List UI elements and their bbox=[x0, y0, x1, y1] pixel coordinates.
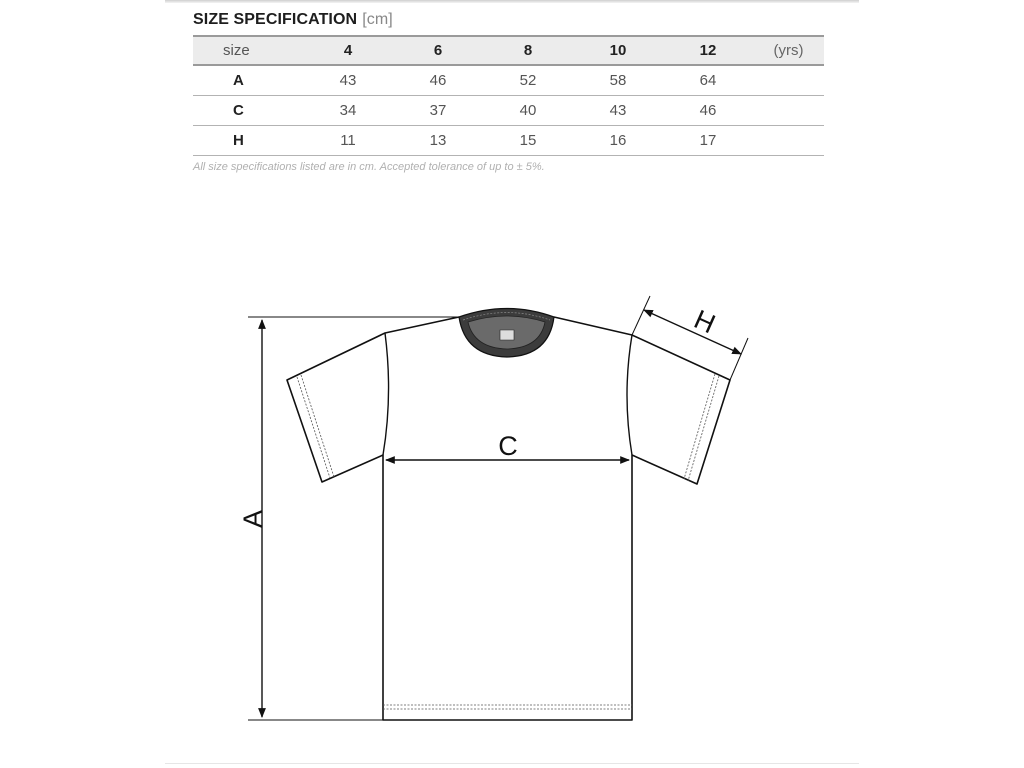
row-label-a: A bbox=[193, 65, 303, 96]
left-armhole-seam bbox=[383, 333, 389, 455]
table-cell: 52 bbox=[483, 65, 573, 96]
right-sleeve-hem bbox=[684, 374, 719, 481]
header-unit-yrs: (yrs) bbox=[753, 36, 824, 65]
table-cell: 64 bbox=[663, 65, 753, 96]
size-spec-unit: [cm] bbox=[362, 11, 393, 28]
dimension-c-label: C bbox=[498, 431, 518, 461]
right-armhole-seam bbox=[627, 335, 632, 455]
table-cell: 13 bbox=[393, 126, 483, 156]
neck-label-icon bbox=[500, 330, 514, 340]
table-cell: 17 bbox=[663, 126, 753, 156]
header-size-12: 12 bbox=[663, 36, 753, 65]
bottom-divider bbox=[165, 763, 859, 764]
dimension-h-extension-bottom bbox=[730, 338, 748, 380]
table-cell: 40 bbox=[483, 96, 573, 126]
table-cell: 43 bbox=[303, 65, 393, 96]
tolerance-note: All size specifications listed are in cm. Accepted tolerance of up to ± 5%. bbox=[193, 161, 545, 173]
header-size-10: 10 bbox=[573, 36, 663, 65]
table-cell: 46 bbox=[663, 96, 753, 126]
row-label-c: C bbox=[193, 96, 303, 126]
dimension-h-label: H bbox=[689, 304, 720, 340]
header-size-8: 8 bbox=[483, 36, 573, 65]
table-cell: 43 bbox=[573, 96, 663, 126]
table-cell: 15 bbox=[483, 126, 573, 156]
size-spec-title-text: SIZE SPECIFICATION bbox=[193, 11, 358, 28]
row-label-h: H bbox=[193, 126, 303, 156]
bottom-hem bbox=[383, 705, 632, 709]
table-cell: 11 bbox=[303, 126, 393, 156]
table-cell: 34 bbox=[303, 96, 393, 126]
header-size-4: 4 bbox=[303, 36, 393, 65]
dimension-a-label: A bbox=[238, 509, 268, 529]
header-size-6: 6 bbox=[393, 36, 483, 65]
table-cell: 37 bbox=[393, 96, 483, 126]
table-cell: 46 bbox=[393, 65, 483, 96]
dimension-h-extension-top bbox=[632, 296, 650, 335]
table-cell: 16 bbox=[573, 126, 663, 156]
tshirt-outline bbox=[287, 317, 730, 720]
header-size-label: size bbox=[193, 36, 303, 65]
table-cell: 58 bbox=[573, 65, 663, 96]
